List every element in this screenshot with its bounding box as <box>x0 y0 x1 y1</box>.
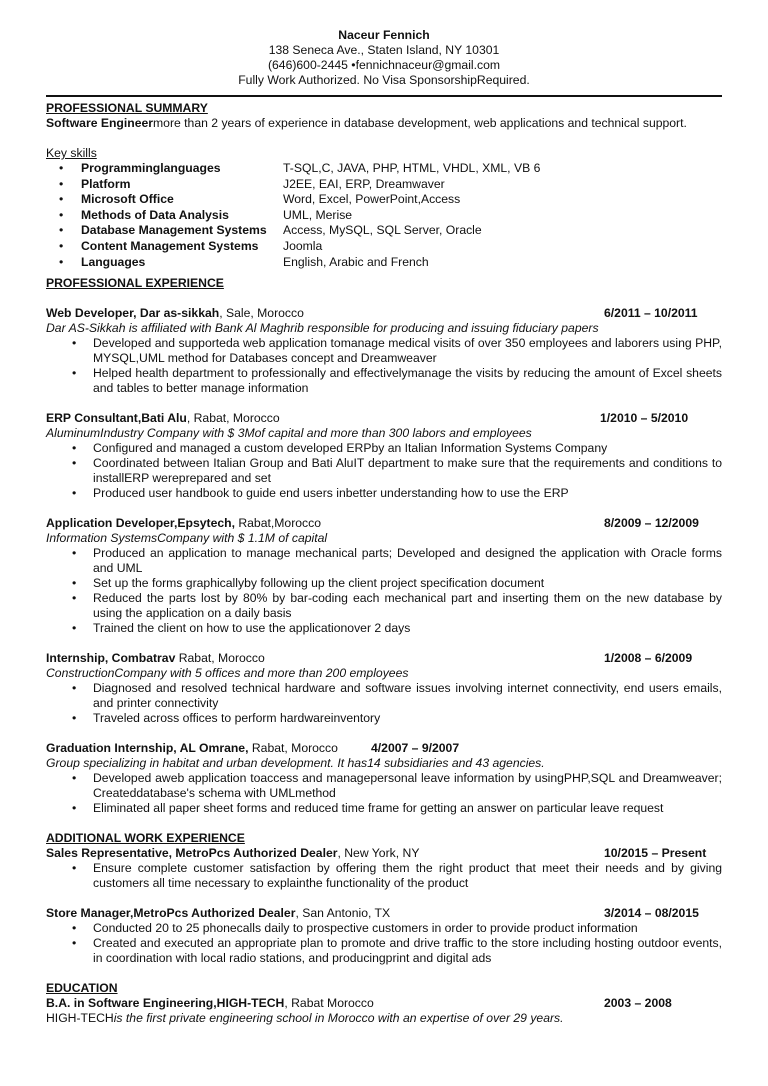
summary-lead: Software Engineer <box>46 116 154 130</box>
skill-item <box>46 208 722 224</box>
job-location: Rabat, Morocco <box>248 741 338 756</box>
job-bullet: • Created and executed an appropriate plan to promote and drive traffic to the store including hosting outdoor events, in coordination with local radio stations, and producingprint and digital ads <box>46 936 722 966</box>
header-divider <box>46 95 722 97</box>
job-bullet: • Trained the client on how to use the applicationover 2 days <box>46 621 722 636</box>
degree: B.A. in Software Engineering,HIGH-TECH <box>46 996 285 1011</box>
skill-item <box>46 239 722 255</box>
job-bullets <box>46 336 722 396</box>
summary-body: more than 2 years of experience in database development, web applications and technical support. <box>153 116 687 130</box>
job-description: ConstructionCompany with 5 offices and more than 200 employees <box>46 666 409 681</box>
job-description: Information SystemsCompany with $ 1.1M of capital <box>46 531 328 546</box>
job-location: , Sale, Morocco <box>219 306 304 321</box>
education-entry <box>46 996 722 1011</box>
job-location: Rabat, Morocco <box>175 651 265 666</box>
skill-item <box>46 192 722 208</box>
skill-label: Microsoft Office <box>81 192 174 207</box>
resume-page <box>46 28 722 1026</box>
additional-heading: ADDITIONAL WORK EXPERIENCE <box>46 831 245 846</box>
summary-text <box>46 116 722 131</box>
skill-value: Joomla <box>283 238 323 253</box>
job-bullets <box>46 546 722 636</box>
job-location: , New York, NY <box>337 846 420 861</box>
job-bullets <box>46 861 722 891</box>
skill-item <box>46 177 722 193</box>
job-location: , San Antonio, TX <box>295 906 391 921</box>
education-description <box>46 1011 722 1026</box>
job-bullet: • Ensure complete customer satisfaction by offering them the right product that meet their needs and by giving customers all time necessary to explainthe functionality of the product <box>46 861 722 891</box>
job-dates: 6/2011 – 10/2011 <box>604 306 698 321</box>
skill-value: Access, MySQL, SQL Server, Oracle <box>283 223 482 238</box>
work-authorization: Fully Work Authorized. No Visa SponsorshipRequired. <box>238 73 530 87</box>
job-title: Web Developer, Dar as-sikkah <box>46 306 220 321</box>
skill-label: Platform <box>81 176 131 191</box>
skill-value: Word, Excel, PowerPoint,Access <box>283 192 461 207</box>
job-description: AluminumIndustry Company with $ 3Mof capital and more than 300 labors and employees <box>46 426 532 441</box>
job-bullet: • Produced user handbook to guide end users inbetter understanding how to use the ERP <box>46 486 722 501</box>
skill-label: Languages <box>81 254 146 269</box>
job-dates: 3/2014 – 08/2015 <box>604 906 699 921</box>
job-bullet: • Reduced the parts lost by 80% by bar-coding each mechanical part and inserting them on the new database by using the application on a daily basis <box>46 591 722 621</box>
job-title: Graduation Internship, AL Omrane, <box>46 741 249 756</box>
skills-list <box>46 161 722 270</box>
job-bullets <box>46 921 722 966</box>
job-entry <box>46 846 722 891</box>
skill-item <box>46 255 722 271</box>
job-bullet: • Developed and supporteda web application tomanage medical visits of over 350 employees and laborers using PHP, MYSQL,UML method for Databases concept and Dreamweaver <box>46 336 722 366</box>
education-location: , Rabat Morocco <box>284 996 374 1011</box>
skill-value: T-SQL,C, JAVA, PHP, HTML, VHDL, XML, VB 6 <box>283 161 541 175</box>
skill-item <box>46 161 722 177</box>
job-bullet: • Set up the forms graphicallyby following up the client project specification document <box>46 576 722 591</box>
school-name: HIGH-TECH <box>46 1011 114 1026</box>
job-bullets <box>46 681 722 726</box>
job-title: Application Developer,Epsytech, <box>46 516 235 531</box>
job-bullet: • Produced an application to manage mechanical parts; Developed and designed the application with Oracle forms and UML <box>46 546 722 576</box>
job-bullet: • Traveled across offices to perform hardwareinventory <box>46 711 722 726</box>
job-entry <box>46 906 722 966</box>
job-entry <box>46 741 722 816</box>
address: 138 Seneca Ave., Staten Island, NY 10301 <box>268 43 500 57</box>
job-dates: 4/2007 – 9/2007 <box>371 741 460 756</box>
job-title: Internship, Combatrav <box>46 651 176 666</box>
job-entry <box>46 516 722 636</box>
resume-header <box>46 28 722 88</box>
job-bullet: • Conducted 20 to 25 phonecalls daily to prospective customers in order to provide product information <box>46 921 722 936</box>
contact-info: (646)600-2445 •fennichnaceur@gmail.com <box>267 58 501 72</box>
skill-label: Content Management Systems <box>81 238 259 253</box>
job-description: Dar AS-Sikkah is affiliated with Bank Al Maghrib responsible for producing and issuing fiduciary papers <box>46 321 599 336</box>
job-bullet: • Eliminated all paper sheet forms and reduced time frame for getting an answer on particular leave request <box>46 801 722 816</box>
skill-value: J2EE, EAI, ERP, Dreamwaver <box>283 176 445 191</box>
job-bullet: • Configured and managed a custom developed ERPby an Italian Information Systems Company <box>46 441 722 456</box>
education-dates: 2003 – 2008 <box>604 996 672 1011</box>
job-dates: 8/2009 – 12/2009 <box>604 516 699 531</box>
job-entry <box>46 651 722 726</box>
summary-heading: PROFESSIONAL SUMMARY <box>46 101 208 115</box>
job-location: , Rabat, Morocco <box>186 411 280 426</box>
job-location: Rabat,Morocco <box>234 516 321 531</box>
job-entry <box>46 411 722 501</box>
education-heading: EDUCATION <box>46 981 118 996</box>
skill-value: UML, Merise <box>283 207 353 222</box>
job-description: Group specializing in habitat and urban development. It has14 subsidiaries and 43 agencies. <box>46 756 545 771</box>
job-title: ERP Consultant,Bati Alu <box>46 411 187 426</box>
job-dates: 1/2010 – 5/2010 <box>600 411 689 426</box>
job-dates: 1/2008 – 6/2009 <box>604 651 693 666</box>
job-bullet: • Helped health department to professionally and effectivelymanage the visits by reducing the amount of Excel sheets and tables to better manage information <box>46 366 722 396</box>
skill-value: English, Arabic and French <box>283 254 429 269</box>
candidate-name: Naceur Fennich <box>338 28 430 42</box>
skill-item <box>46 223 722 239</box>
job-entry <box>46 306 722 396</box>
job-bullets <box>46 771 722 816</box>
job-bullet: • Developed aweb application toaccess and managepersonal leave information by usingPHP,SQL and Dreamweaver; Createddatabase's schema with UMLmethod <box>46 771 722 801</box>
job-title: Sales Representative, MetroPcs Authorized Dealer <box>46 846 338 861</box>
skill-label: Programminglanguages <box>81 161 221 175</box>
experience-heading: PROFESSIONAL EXPERIENCE <box>46 276 224 291</box>
job-title: Store Manager,MetroPcs Authorized Dealer <box>46 906 296 921</box>
job-bullet: • Coordinated between Italian Group and Bati AluIT department to make sure that the requirements and conditions to installERP wereprepared and set <box>46 456 722 486</box>
job-bullets <box>46 441 722 501</box>
skills-heading: Key skills <box>46 146 97 160</box>
skill-label: Database Management Systems <box>81 223 267 238</box>
job-dates: 10/2015 – Present <box>604 846 707 861</box>
school-desc: is the first private engineering school in Morocco with an expertise of over 29 years. <box>113 1011 564 1026</box>
skill-label: Methods of Data Analysis <box>81 207 229 222</box>
job-bullet: • Diagnosed and resolved technical hardware and software issues involving internet connectivity, end users emails, and printer connectivity <box>46 681 722 711</box>
